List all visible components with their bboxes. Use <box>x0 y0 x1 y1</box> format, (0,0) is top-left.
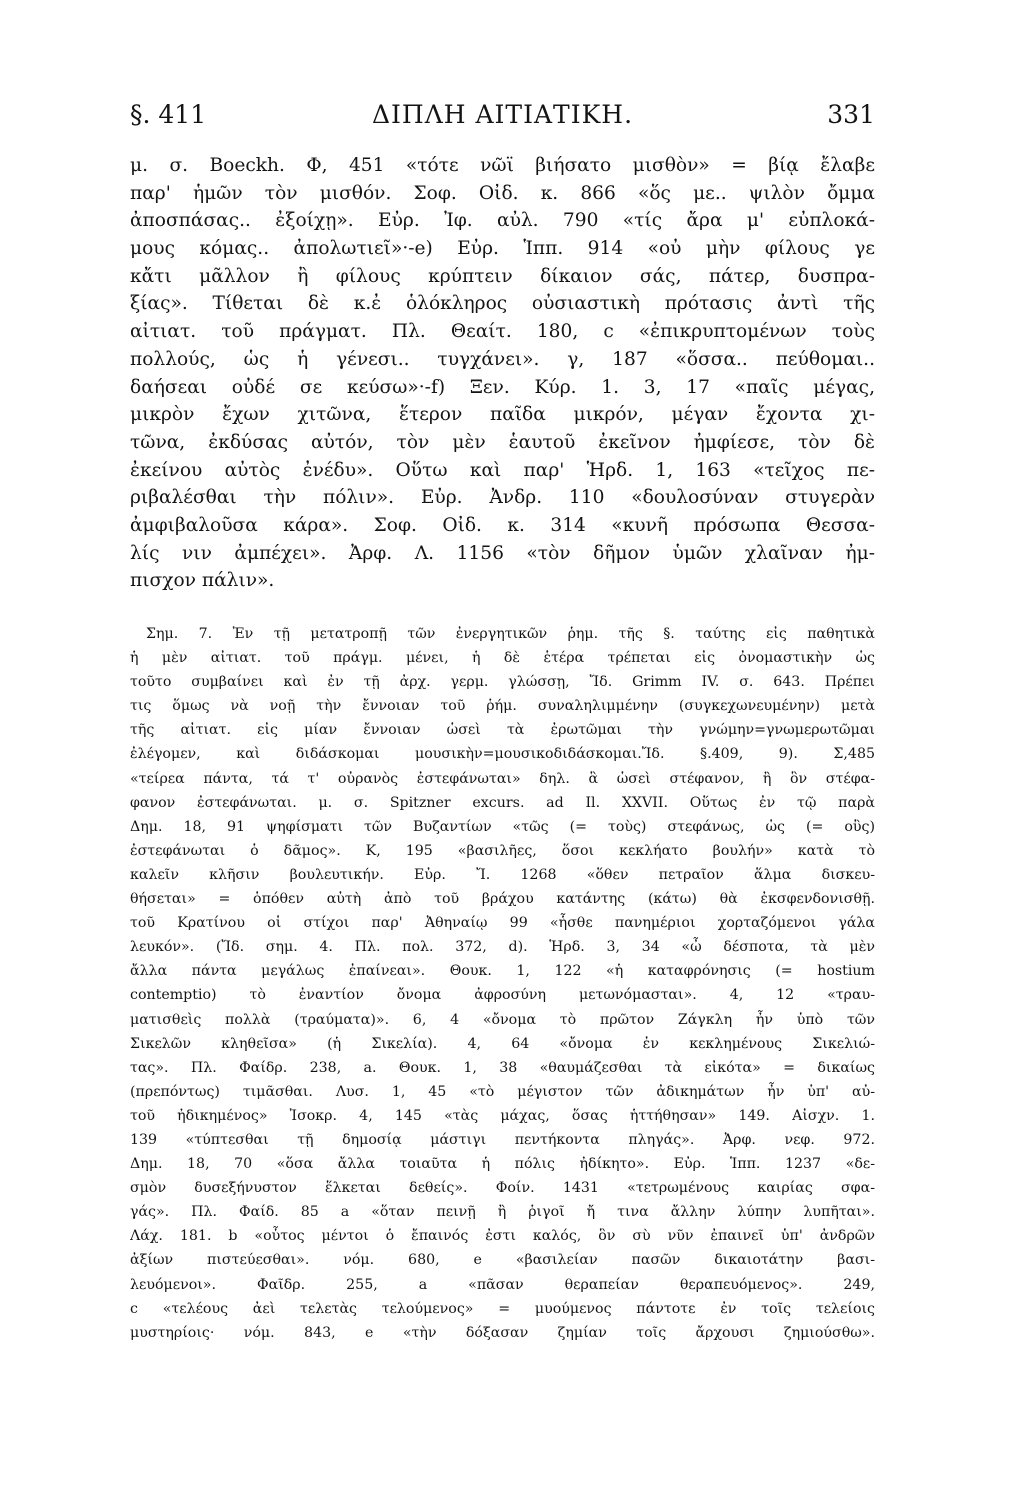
main-text-line: μους κόμας.. ἀπολωτιεῖ»·-e) Εὐρ. Ἱππ. 914 «οὐ μὴν φίλους γε <box>130 238 875 260</box>
footnote-line: καλεῖν κλῆσιν βουλευτικήν. Εὐρ. Ἴ. 1268 «ὅθεν πετραῖον ἅλμα δισκευ- <box>130 866 875 883</box>
footnote-line: τῆς αἰτιατ. εἰς μίαν ἔννοιαν ὡσεὶ τὰ ἐρωτῶμαι τὴν γνώμην=γνωμερωτῶμαι <box>130 722 875 739</box>
main-text-line: μικρὸν ἔχων χιτῶνα, ἕτερον παῖδα μικρόν, μέγαν ἔχοντα χι- <box>130 404 875 426</box>
main-text-line: ριβαλέσθαι τὴν πόλιν». Εὐρ. Ἀνδρ. 110 «δουλοσύναν στυγερὰν <box>130 487 875 509</box>
footnote-line: λευκόν». (Ἴδ. σημ. 4. Πλ. πολ. 372, d). Ἡρδ. 3, 34 «ὦ δέσποτα, τὰ μὲν <box>130 939 875 956</box>
footnote-line: ἐστεφάνωται ὁ δᾶμος». Κ, 195 «βασιλῆες, ὅσοι κεκλήατο βουλήν» κατὰ τὸ <box>130 842 875 859</box>
footnote-line: Σικελῶν κληθεῖσα» (ἡ Σικελία). 4, 64 «ὄνομα ἐν κεκλημένους Σικελιώ- <box>130 1035 875 1052</box>
footnote-line: Δημ. 18, 70 «ὅσα ἄλλα τοιαῦτα ἡ πόλις ἠδίκητο». Εὐρ. Ἱππ. 1237 «δε- <box>130 1156 875 1173</box>
page-number: 331 <box>827 100 875 129</box>
page-title: ΔΙΠΛΗ ΑΙΤΙΑΤΙΚΗ. <box>371 100 634 129</box>
footnote-line: γάς». Πλ. Φαίδ. 85 a «ὅταν πεινῇ ἢ ῥιγοῖ ἤ τινα ἄλλην λύπην λυπῆται». <box>130 1204 875 1221</box>
page-header <box>130 100 875 140</box>
footnote-line: ἡ μὲν αἰτιατ. τοῦ πράγμ. μένει, ἡ δὲ ἑτέρα τρέπεται εἰς ὀνομαστικὴν ὡς <box>130 650 875 667</box>
footnote-line: θήσεται» = ὁπόθεν αὐτὴ ἀπὸ τοῦ βράχου κατάντης (κάτω) θὰ ἐκσφενδονισθῇ. <box>130 891 875 908</box>
footnote-line: ἐλέγομεν, καὶ διδάσκομαι μουσικὴν=μουσικοδιδάσκομαι.Ἴδ. §.409, 9). Σ,485 <box>130 746 875 763</box>
footnote-line: Δημ. 18, 91 ψηφίσματι τῶν Βυζαντίων «τῶς (= τοὺς) στεφάνως, ὡς (= οὓς) <box>130 818 875 835</box>
footnote-line: μυστηρίοις· νόμ. 843, e «τὴν δόξασαν ζημίαν τοῖς ἄρχουσι ζημιούσθω». <box>130 1324 875 1341</box>
footnote-line: 139 «τύπτεσθαι τῇ δημοσίᾳ μάστιγι πεντήκοντα πληγάς». Ἀρφ. νεφ. 972. <box>130 1131 875 1148</box>
main-text <box>130 152 875 595</box>
footnote-line: ματισθεὶς πολλὰ (τραύματα)». 6, 4 «ὄνομα τὸ πρῶτον Ζάγκλη ἦν ὑπὸ τῶν <box>130 1011 875 1028</box>
footnote-line: «τείρεα πάντα, τά τ' οὐρανὸς ἐστεφάνωται» δηλ. ἃ ὡσεὶ στέφανον, ἢ ὃν στέφα- <box>130 770 875 787</box>
main-text-line: ξίας». Τίθεται δὲ κ.ἐ ὁλόκληρος οὐσιαστικὴ πρότασις ἀντὶ τῆς <box>130 293 875 315</box>
main-text-line: αἰτιατ. τοῦ πράγματ. Πλ. Θεαίτ. 180, c «ἐπικρυπτομένων τοὺς <box>130 321 875 343</box>
footnote-line: Λάχ. 181. b «οὗτος μέντοι ὁ ἔπαινός ἐστι καλός, ὃν σὺ νῦν ἐπαινεῖ ὑπ' ἀνδρῶν <box>130 1228 875 1245</box>
main-text-line: πολλούς, ὡς ἡ γένεσι.. τυγχάνει». γ, 187 «ὅσσα.. πεύθομαι.. <box>130 348 875 370</box>
footnote-line: c «τελέους ἀεὶ τελετὰς τελούμενος» = μυούμενος πάντοτε ἐν τοῖς τελείοις <box>130 1300 875 1317</box>
footnote-line: (πρεπόντως) τιμᾶσθαι. Λυσ. 1, 45 «τὸ μέγιστον τῶν ἀδικημάτων ἦν ὑπ' αὐ- <box>130 1083 875 1100</box>
footnote-line: τις ὅμως νὰ νοῇ τὴν ἔννοιαν τοῦ ῥήμ. συναληλιμμένην (συγκεχωνευμένην) μετὰ <box>130 698 875 715</box>
footnote-line: τοῦ ἠδικημένος» Ἰσοκρ. 4, 145 «τὰς μάχας, ὅσας ἡττήθησαν» 149. Αἰσχν. 1. <box>130 1107 875 1124</box>
main-text-line: ἀποσπάσας.. ἐξοίχῃ». Εὐρ. Ἰφ. αὐλ. 790 «τίς ἄρα μ' εὐπλοκά- <box>130 210 875 232</box>
footnote-line: ἀξίων πιστεύεσθαι». νόμ. 680, e «βασιλείαν πασῶν δικαιοτάτην βασι- <box>130 1252 875 1269</box>
main-text-line: δαήσεαι οὐδέ σε κεύσω»·-f) Ξεν. Κύρ. 1. 3, 17 «παῖς μέγας, <box>130 376 875 398</box>
main-text-line: τῶνα, ἐκδύσας αὐτόν, τὸν μὲν ἑαυτοῦ ἐκεῖνον ἠμφίεσε, τὸν δὲ <box>130 431 875 453</box>
footnote-line: contemptio) τὸ ἐναντίον ὄνομα ἀφροσύνη μετωνόμασται». 4, 12 «τραυ- <box>130 987 875 1004</box>
main-text-line: παρ' ἡμῶν τὸν μισθόν. Σοφ. Οἰδ. κ. 866 «ὅς με.. ψιλὸν ὄμμα <box>130 182 875 204</box>
footnote-line: τας». Πλ. Φαίδρ. 238, a. Θουκ. 1, 38 «θαυμάζεσθαι τὰ εἰκότα» = δικαίως <box>130 1059 875 1076</box>
footnote-line: τοῦτο συμβαίνει καὶ ἐν τῇ ἀρχ. γερμ. γλώσσῃ, Ἴδ. Grimm IV. σ. 643. Πρέπει <box>130 674 875 691</box>
main-text-line: λίς νιν ἀμπέχει». Ἀρφ. Λ. 1156 «τὸν δῆμον ὑμῶν χλαῖναν ἠμ- <box>130 542 875 564</box>
footnote-block <box>130 622 875 1369</box>
main-text-line: μ. σ. Boeckh. Φ, 451 «τότε νῶϊ βιήσατο μισθὸν» = βίᾳ ἔλαβε <box>130 155 875 176</box>
footnote-line: τοῦ Κρατίνου οἱ στίχοι παρ' Ἀθηναίῳ 99 «ἧσθε πανημέριοι χορταζόμενοι γάλα <box>130 915 875 932</box>
main-text-line: ἀμφιβαλοῦσα κάρα». Σοφ. Οἰδ. κ. 314 «κυνῆ πρόσωπα Θεσσα- <box>130 514 875 536</box>
main-text-line: πισχον πάλιν». <box>130 570 275 592</box>
footnote-line: λευόμενοι». Φαῖδρ. 255, a «πᾶσαν θεραπείαν θεραπευόμενος». 249, <box>130 1276 875 1293</box>
main-text-line: ἐκείνου αὐτὸς ἐνέδυ». Οὕτω καὶ παρ' Ἡρδ. 1, 163 «τεῖχος πε- <box>130 459 875 481</box>
footnote-line: ἄλλα πάντα μεγάλως ἐπαίνεαι». Θουκ. 1, 122 «ἡ καταφρόνησις (= hostium <box>130 963 875 980</box>
footnote-line <box>130 1345 875 1369</box>
footnote-line: σμὸν δυσεξήνυστον ἕλκεται δεθείς». Φοίν. 1431 «τετρωμένους καιρίας σφα- <box>130 1180 875 1197</box>
footnote-line: φανον ἐστεφάνωται. μ. σ. Spitzner excurs. ad Il. XXVII. Οὕτως ἐν τῷ παρὰ <box>130 794 875 811</box>
main-text-line: κἄτι μᾶλλον ἢ φίλους κρύπτειν δίκαιον σάς, πάτερ, δυσπρα- <box>130 265 875 287</box>
section-number: §. 411 <box>130 100 207 129</box>
footnote-line: Σημ. 7. Ἐν τῇ μετατροπῇ τῶν ἐνεργητικῶν ῥημ. τῆς §. ταύτης εἰς παθητικὰ <box>146 626 875 642</box>
